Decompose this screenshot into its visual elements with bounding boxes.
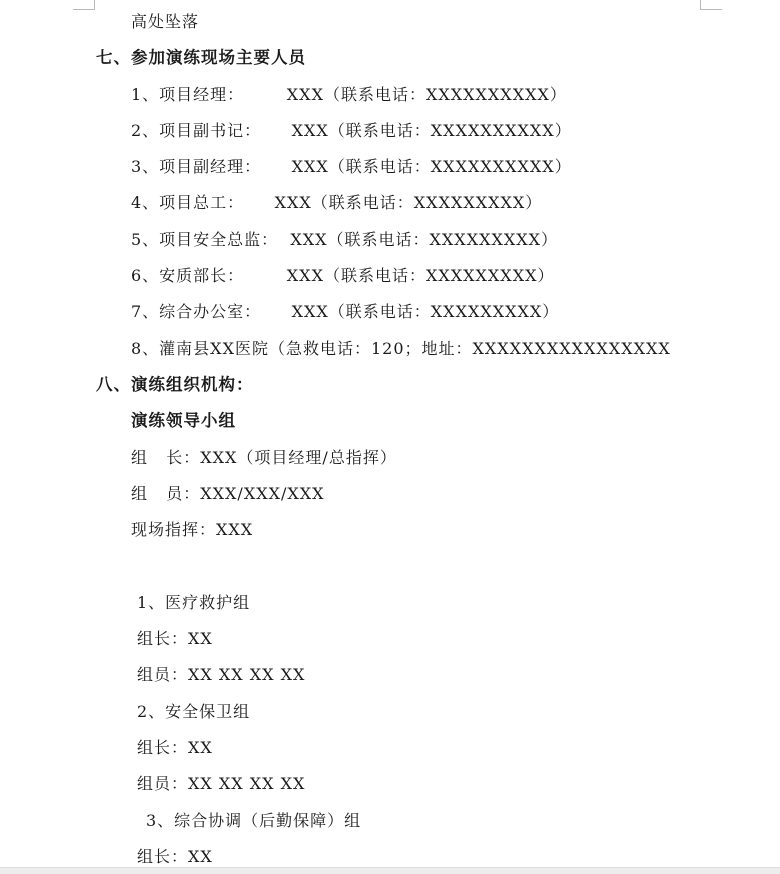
- medical-team-leader: 组长：XX: [137, 629, 213, 648]
- team-heading-coordination: 3、综合协调（后勤保障）组: [146, 811, 362, 830]
- page-corner-mark-left: [73, 0, 95, 10]
- personnel-item-4: 4、项目总工： XXX（联系电话：XXXXXXXXX）: [131, 193, 543, 212]
- personnel-item-3: 3、项目副经理： XXX（联系电话：XXXXXXXXXX）: [131, 157, 572, 176]
- page-corner-mark-right: [700, 0, 722, 10]
- personnel-item-2: 2、项目副书记： XXX（联系电话：XXXXXXXXXX）: [131, 121, 572, 140]
- coordination-team-leader: 组长：XX: [137, 847, 213, 866]
- personnel-item-7: 7、综合办公室： XXX（联系电话：XXXXXXXXX）: [131, 302, 560, 321]
- section-heading-7: 七、参加演练现场主要人员: [96, 48, 306, 67]
- security-team-members: 组员：XX XX XX XX: [137, 774, 306, 793]
- medical-team-members: 组员：XX XX XX XX: [137, 665, 306, 684]
- team-heading-security: 2、安全保卫组: [137, 702, 251, 721]
- section-heading-8: 八、演练组织机构：: [96, 375, 254, 394]
- team-heading-medical: 1、医疗救护组: [137, 593, 251, 612]
- personnel-item-8: 8、灌南县XX医院（急救电话：120；地址：XXXXXXXXXXXXXXXX: [131, 339, 671, 358]
- personnel-item-1: 1、项目经理： XXX（联系电话：XXXXXXXXXX）: [131, 85, 567, 104]
- field-commander-line: 现场指挥：XXX: [131, 520, 254, 539]
- group-members-line: 组 员：XXX/XXX/XXX: [131, 484, 325, 503]
- group-leader-line: 组 长：XXX（项目经理/总指挥）: [131, 448, 397, 467]
- text-line-fall-from-height: 高处坠落: [131, 12, 200, 31]
- personnel-item-6: 6、安质部长： XXX（联系电话：XXXXXXXXX）: [131, 266, 555, 285]
- security-team-leader: 组长：XX: [137, 738, 213, 757]
- personnel-item-5: 5、项目安全总监： XXX（联系电话：XXXXXXXXX）: [131, 230, 559, 249]
- subheading-leadership-group: 演练领导小组: [131, 411, 236, 430]
